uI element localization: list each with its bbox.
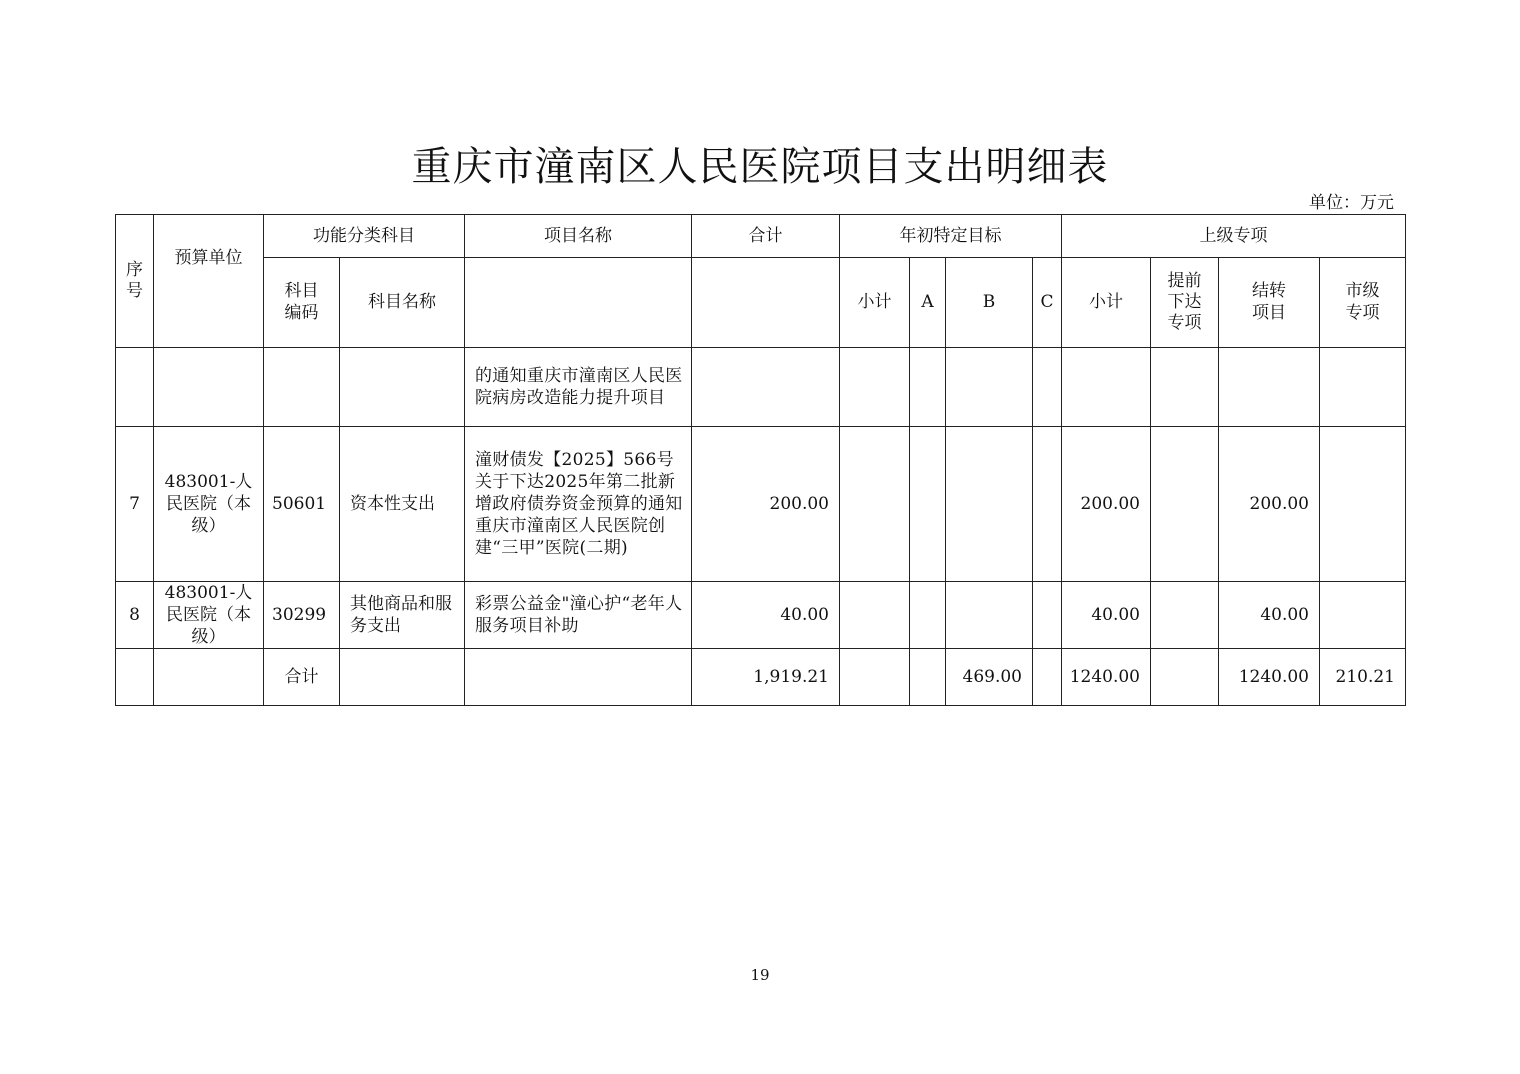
header-row-1 [116, 215, 1406, 258]
header-annual-group: 年初特定目标 [840, 215, 1062, 258]
total-row [116, 649, 1406, 706]
row-code: 30299 [264, 582, 340, 649]
row-city [1320, 427, 1406, 582]
total-label: 合计 [264, 649, 340, 706]
row-total: 40.00 [692, 582, 840, 649]
header-superior-group: 上级专项 [1062, 215, 1406, 258]
header-annual-subtotal: 小计 [840, 258, 910, 348]
header-budget-unit: 预算单位 [154, 215, 264, 348]
row-seq [116, 348, 154, 427]
page-number: 19 [750, 966, 770, 984]
row-advance [1151, 427, 1219, 582]
row-b [946, 348, 1033, 427]
header-project-empty [465, 258, 692, 348]
row-superior-subtotal: 40.00 [1062, 582, 1151, 649]
row-unit: 483001-人民医院（本级） [154, 582, 264, 649]
unit-label: 单位：万元 [1309, 193, 1394, 213]
total-carryover: 1240.00 [1219, 649, 1320, 706]
total-seq-empty [116, 649, 154, 706]
row-project: 的通知重庆市潼南区人民医院病房改造能力提升项目 [465, 348, 692, 427]
row-code [264, 348, 340, 427]
total-amount: 1,919.21 [692, 649, 840, 706]
total-advance [1151, 649, 1219, 706]
row-city [1320, 348, 1406, 427]
row-subject [340, 348, 465, 427]
header-advance: 提前下达专项 [1151, 258, 1219, 348]
row-total [692, 348, 840, 427]
row-subject: 其他商品和服务支出 [340, 582, 465, 649]
header-city: 市级专项 [1320, 258, 1406, 348]
row-carryover [1219, 348, 1320, 427]
row-project: 彩票公益金"潼心护“老年人服务项目补助 [465, 582, 692, 649]
row-unit [154, 348, 264, 427]
table-row [116, 427, 1406, 582]
header-total-empty [692, 258, 840, 348]
total-unit-empty [154, 649, 264, 706]
header-row-2 [116, 258, 1406, 348]
header-c: C [1033, 258, 1062, 348]
row-b [946, 582, 1033, 649]
header-total: 合计 [692, 215, 840, 258]
row-c [1033, 348, 1062, 427]
total-b: 469.00 [946, 649, 1033, 706]
row-c [1033, 427, 1062, 582]
row-subject: 资本性支出 [340, 427, 465, 582]
header-carryover: 结转项目 [1219, 258, 1320, 348]
row-a [910, 348, 946, 427]
row-annual-subtotal [840, 427, 910, 582]
header-b: B [946, 258, 1033, 348]
row-city [1320, 582, 1406, 649]
row-b [946, 427, 1033, 582]
row-a [910, 582, 946, 649]
total-c [1033, 649, 1062, 706]
row-advance [1151, 582, 1219, 649]
row-project: 潼财债发【2025】566号关于下达2025年第二批新增政府债券资金预算的通知重庆市潼南区人民医院创建“三甲”医院(二期) [465, 427, 692, 582]
header-superior-subtotal: 小计 [1062, 258, 1151, 348]
row-superior-subtotal [1062, 348, 1151, 427]
row-total: 200.00 [692, 427, 840, 582]
row-seq: 8 [116, 582, 154, 649]
total-subject-empty [340, 649, 465, 706]
table-row [116, 348, 1406, 427]
row-a [910, 427, 946, 582]
total-superior-subtotal: 1240.00 [1062, 649, 1151, 706]
row-c [1033, 582, 1062, 649]
row-unit: 483001-人民医院（本级） [154, 427, 264, 582]
row-annual-subtotal [840, 348, 910, 427]
page-title: 重庆市潼南区人民医院项目支出明细表 [411, 144, 1109, 190]
table-row [116, 582, 1406, 649]
row-superior-subtotal: 200.00 [1062, 427, 1151, 582]
header-seq: 序号 [116, 215, 154, 348]
row-code: 50601 [264, 427, 340, 582]
header-project-name: 项目名称 [465, 215, 692, 258]
total-a [910, 649, 946, 706]
row-seq: 7 [116, 427, 154, 582]
row-annual-subtotal [840, 582, 910, 649]
row-advance [1151, 348, 1219, 427]
total-city: 210.21 [1320, 649, 1406, 706]
header-subject-name: 科目名称 [340, 258, 465, 348]
row-carryover: 40.00 [1219, 582, 1320, 649]
total-annual-subtotal [840, 649, 910, 706]
header-subject-code: 科目编码 [264, 258, 340, 348]
expenditure-table [115, 214, 1406, 706]
header-a: A [910, 258, 946, 348]
header-func-group: 功能分类科目 [264, 215, 465, 258]
row-carryover: 200.00 [1219, 427, 1320, 582]
total-project-empty [465, 649, 692, 706]
